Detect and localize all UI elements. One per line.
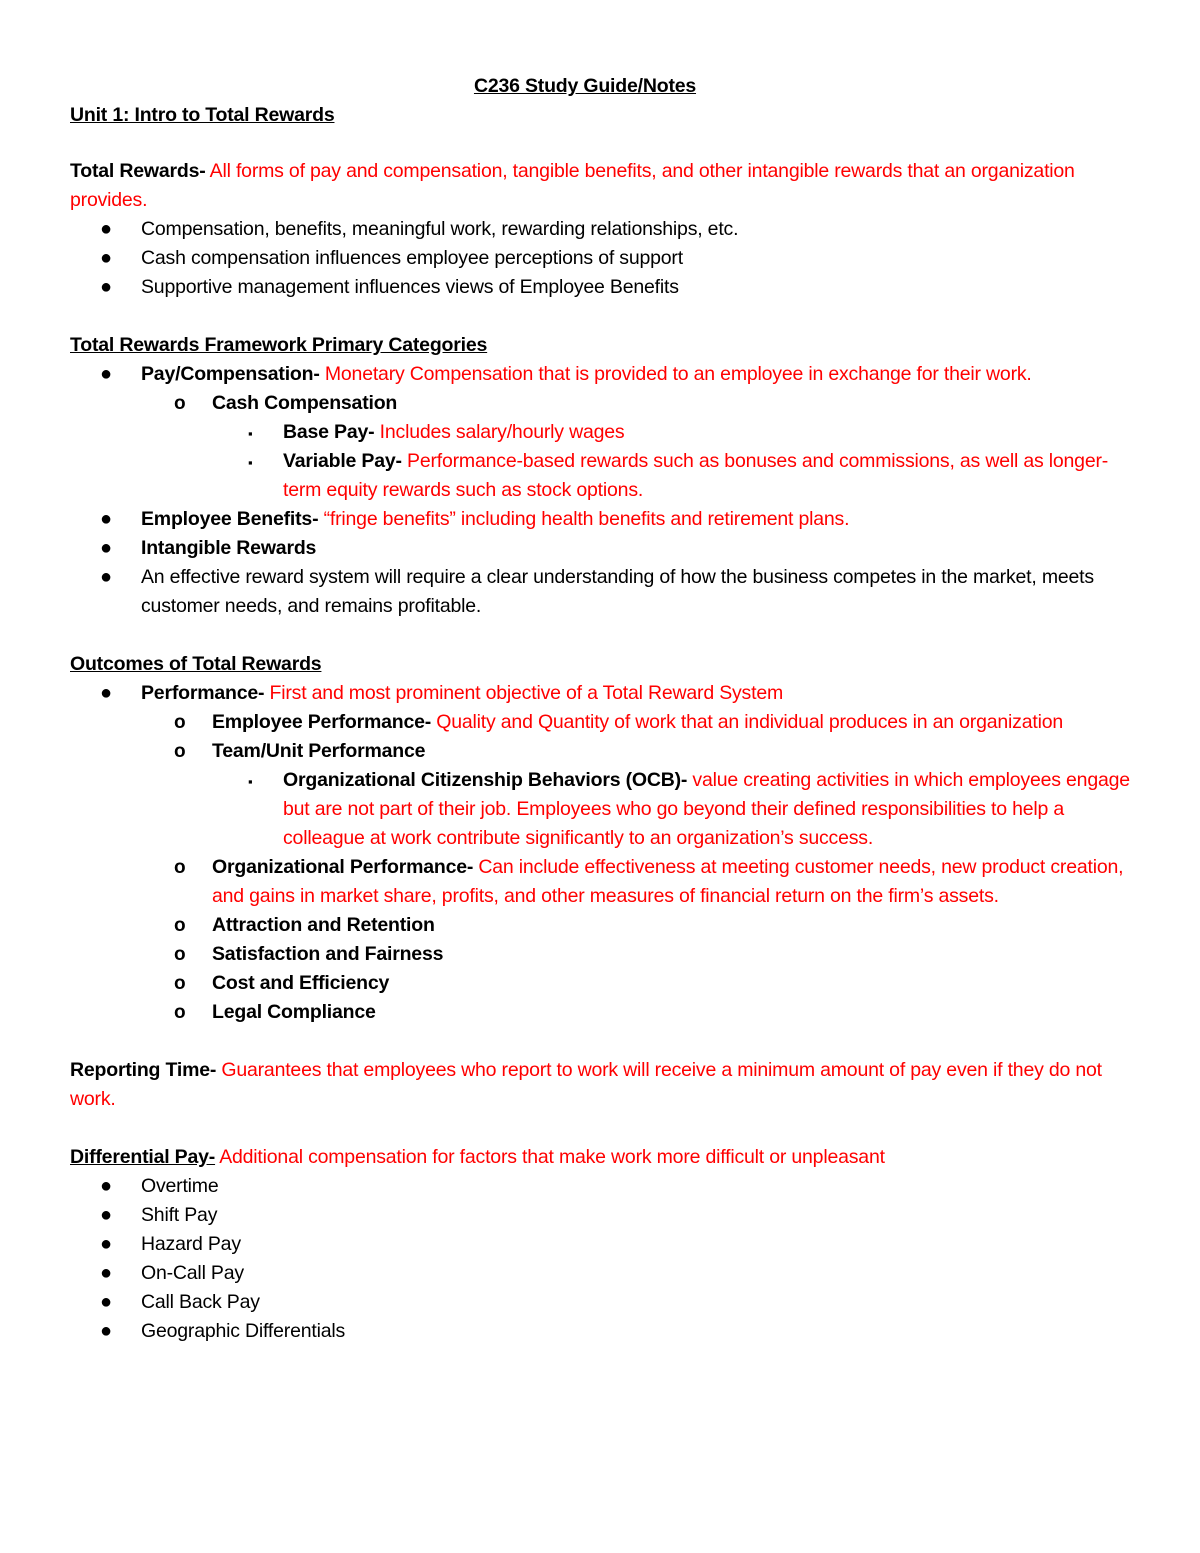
term: Reporting Time- — [70, 1059, 217, 1081]
list-item-effective: ● An effective reward system will require a clear understanding of how the business competes in the market, meets customer needs, and remains profitable. — [70, 563, 1140, 621]
definition: Guarantees that employees who report to work will receive a minimum amount of pay even if they do not work. — [70, 1059, 1102, 1110]
list-item: ● Shift Pay — [70, 1201, 1140, 1230]
bullet-marker: ● — [100, 682, 112, 704]
bullet-marker: ● — [100, 1262, 112, 1284]
bullet-marker: ● — [100, 218, 112, 240]
document-page — [70, 72, 1140, 1346]
list-item-variable-pay: ▪ Variable Pay- Performance-based rewards such as bonuses and commissions, as well as longer-term equity rewards such as stock options. — [248, 450, 1109, 501]
list-item-employee-performance: o Employee Performance- Quality and Quantity of work that an individual produces in an organization — [70, 708, 1140, 737]
circle-marker: o — [174, 393, 186, 414]
differential-pay-definition — [70, 1143, 1140, 1172]
list-item-attraction: o Attraction and Retention — [70, 911, 1140, 940]
bullet-marker: ● — [100, 276, 112, 298]
square-marker: ▪ — [248, 426, 253, 441]
term: Total Rewards- — [70, 160, 206, 182]
list-item-legal: o Legal Compliance — [70, 998, 1140, 1027]
list-item: ● Cash compensation influences employee perceptions of support — [70, 244, 1140, 273]
term: Differential Pay- — [70, 1146, 216, 1168]
list-item: ● Call Back Pay — [70, 1288, 1140, 1317]
framework-list — [70, 360, 1140, 621]
square-marker: ▪ — [248, 455, 253, 470]
bullet-marker: ● — [100, 1291, 112, 1313]
list-item-base-pay: ▪ Base Pay- Includes salary/hourly wages — [70, 418, 1140, 447]
list-item-performance: ● Performance- First and most prominent objective of a Total Reward System — [70, 679, 1140, 708]
circle-marker: o — [174, 973, 186, 994]
definition: All forms of pay and compensation, tangible benefits, and other intangible rewards that an organization provides. — [70, 160, 1075, 211]
bullet-marker: ● — [100, 1320, 112, 1342]
list-item: ● Compensation, benefits, meaningful work, rewarding relationships, etc. — [70, 215, 1140, 244]
circle-marker: o — [174, 741, 186, 762]
bullet-marker: ● — [100, 1175, 112, 1197]
list-item: ● On-Call Pay — [70, 1259, 1140, 1288]
reporting-time-definition — [70, 1056, 1140, 1114]
bullet-marker: ● — [100, 537, 112, 559]
circle-marker: o — [174, 1002, 186, 1023]
list-item-cash: o Cash Compensation — [70, 389, 1140, 418]
bullet-marker: ● — [100, 1233, 112, 1255]
list-item-ocb: ▪ Organizational Citizenship Behaviors (OCB)- value creating activities in which employees engage but are not part of their job. Employees who go beyond their defined responsibilities to help a colleague at work contribute significantly to an organization’s success. — [248, 769, 1130, 849]
differential-pay-list — [70, 1172, 1140, 1346]
list-item-cost: o Cost and Efficiency — [70, 969, 1140, 998]
circle-marker: o — [174, 857, 186, 878]
list-item: ● Overtime — [70, 1172, 1140, 1201]
list-item-benefits: ● Employee Benefits- “fringe benefits” including health benefits and retirement plans. — [70, 505, 1140, 534]
total-rewards-bullets — [70, 215, 1140, 302]
list-item: ● Supportive management influences views of Employee Benefits — [70, 273, 1140, 302]
outcomes-heading: Outcomes of Total Rewards — [70, 653, 322, 675]
circle-marker: o — [174, 712, 186, 733]
outcomes-list — [70, 679, 1140, 1027]
document-title: C236 Study Guide/Notes — [473, 75, 697, 97]
list-item-pay: ● Pay/Compensation- Monetary Compensation that is provided to an employee in exchange for their work. — [70, 360, 1140, 389]
list-item-org-performance: o Organizational Performance- Can include effectiveness at meeting customer needs, new product creation, and gains in market share, profits, and other measures of financial return on the firm’s assets. — [70, 853, 1140, 911]
circle-marker: o — [174, 915, 186, 936]
total-rewards-definition — [70, 157, 1140, 215]
list-item-satisfaction: o Satisfaction and Fairness — [70, 940, 1140, 969]
list-item: ● Hazard Pay — [70, 1230, 1140, 1259]
bullet-marker: ● — [100, 1204, 112, 1226]
framework-heading: Total Rewards Framework Primary Categories — [70, 334, 488, 356]
bullet-marker: ● — [100, 508, 112, 530]
bullet-marker: ● — [100, 363, 112, 385]
bullet-marker: ● — [100, 247, 112, 269]
definition: Additional compensation for factors that make work more difficult or unpleasant — [215, 1146, 885, 1168]
bullet-marker: ● — [100, 566, 112, 588]
list-item: ● Geographic Differentials — [70, 1317, 1140, 1346]
list-item-team-performance: o Team/Unit Performance — [70, 737, 1140, 766]
unit-heading: Unit 1: Intro to Total Rewards — [70, 104, 335, 126]
circle-marker: o — [174, 944, 186, 965]
square-marker: ▪ — [248, 774, 253, 789]
list-item-intangible: ● Intangible Rewards — [70, 534, 1140, 563]
